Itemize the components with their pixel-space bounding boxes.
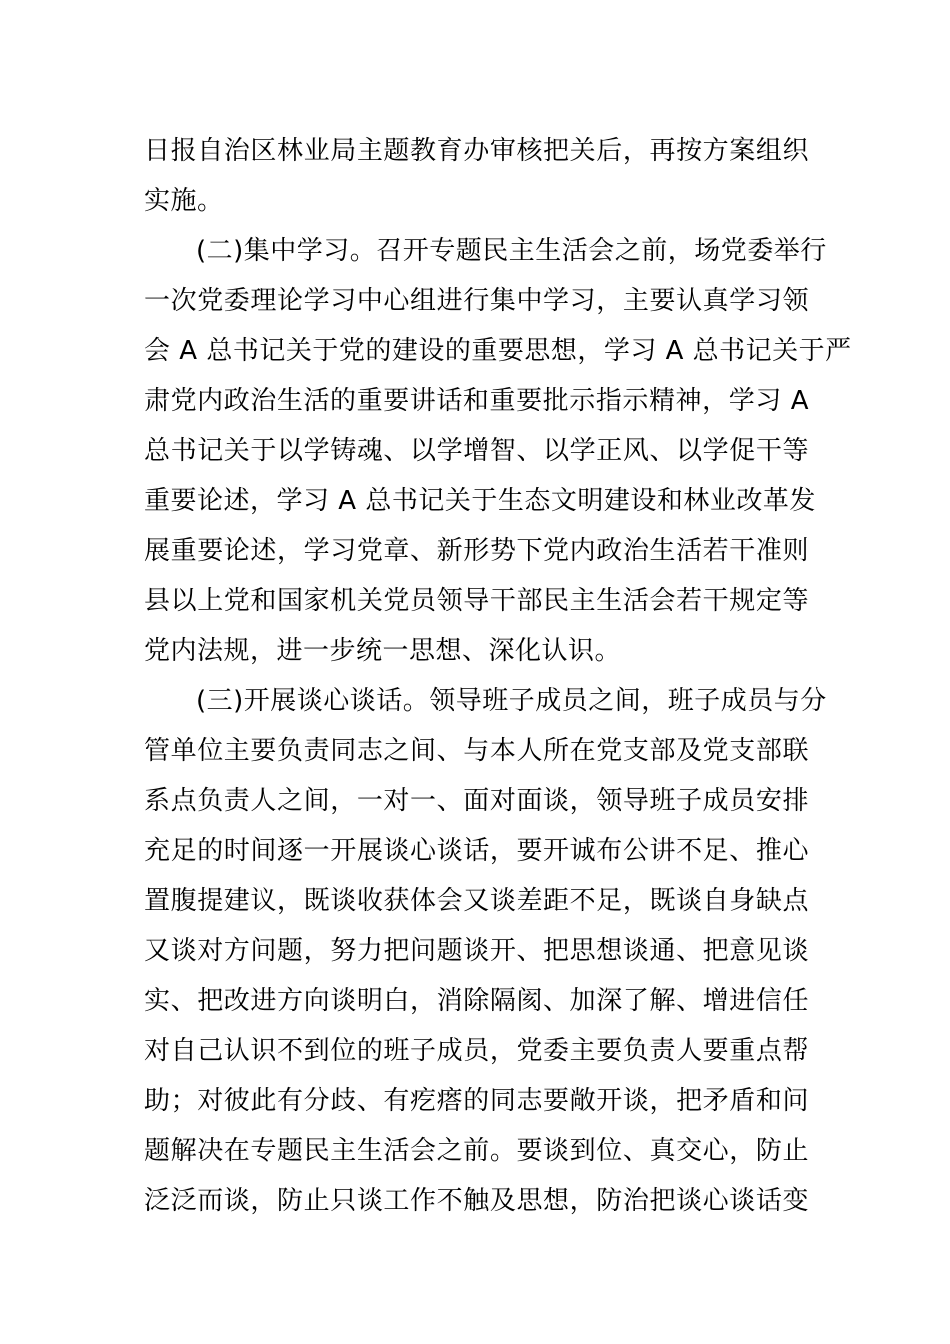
text-line: 管单位主要负责同志之间、与本人所在党支部及党支部联 [144,736,809,766]
text-line: 又谈对方问题，努力把问题谈开、把思想谈通、把意见谈 [144,936,809,966]
text-line: 县以上党和国家机关党员领导干部民主生活会若干规定等 [144,586,809,616]
text-line: 党内法规，进一步统一思想、深化认识。 [144,636,622,666]
document-body [144,126,852,1226]
section-heading-line: (三)开展谈心谈话。领导班子成员之间，班子成员与分 [196,686,827,716]
text-line: 题解决在专题民主生活会之前。要谈到位、真交心，防止 [144,1136,809,1166]
text-line: 重要论述，学习 A 总书记关于生态文明建设和林业改革发 [144,486,816,516]
text-line: 肃党内政治生活的重要讲话和重要批示指示精神，学习 A [144,386,809,416]
text-line: 置腹提建议，既谈收获体会又谈差距不足，既谈自身缺点 [144,886,809,916]
text-line: 总书记关于以学铸魂、以学增智、以学正风、以学促干等 [144,436,809,466]
section-heading-line: (二)集中学习。召开专题民主生活会之前，场党委举行 [196,236,827,266]
text-line: 充足的时间逐一开展谈心谈话，要开诚布公讲不足、推心 [144,836,809,866]
text-line: 会 A 总书记关于党的建设的重要思想，学习 A 总书记关于严 [144,336,852,366]
text-line: 系点负责人之间，一对一、面对面谈，领导班子成员安排 [144,786,809,816]
text-line: 展重要论述，学习党章、新形势下党内政治生活若干准则 [144,536,809,566]
text-line: 一次党委理论学习中心组进行集中学习，主要认真学习领 [144,286,809,316]
text-line: 日报自治区林业局主题教育办审核把关后，再按方案组织 [144,136,809,166]
text-line: 实、把改进方向谈明白，消除隔阂、加深了解、增进信任 [144,986,809,1016]
text-line: 泛泛而谈，防止只谈工作不触及思想，防治把谈心谈话变 [144,1186,809,1216]
text-line: 助；对彼此有分歧、有疙瘩的同志要敞开谈，把矛盾和问 [144,1086,809,1116]
text-line: 实施。 [144,186,224,216]
text-line: 对自己认识不到位的班子成员，党委主要负责人要重点帮 [144,1036,809,1066]
